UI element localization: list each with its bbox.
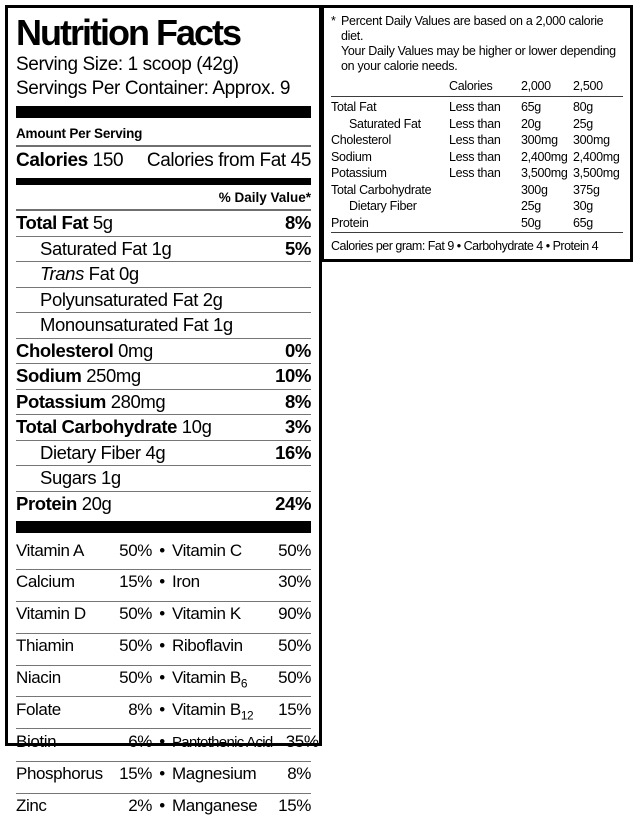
nutrient-amount: 280mg <box>110 390 166 412</box>
nutrient-text <box>40 264 139 284</box>
nutrition-facts-title: Nutrition Facts <box>16 12 241 53</box>
dv-row-label: Protein <box>331 215 369 230</box>
nutrient-daily-value: 0% <box>285 339 311 361</box>
calories-per-gram: Calories per gram: Fat 9 • Carbohydrate 4 • Protein 4 <box>331 239 599 253</box>
nutrient-row-sodium <box>16 364 311 390</box>
nutrient-text <box>16 392 165 412</box>
nutrient-amount: 0mg <box>118 339 153 361</box>
nutrient-name: Protein <box>16 492 77 514</box>
nutrient-amount: 2g <box>202 288 223 310</box>
vitamin-name: Vitamin K <box>172 604 241 624</box>
nutrient-text <box>16 366 141 386</box>
daily-value-header: % Daily Value* <box>218 190 311 205</box>
nutrient-row-trans-fat <box>16 262 311 288</box>
vitamin-name: Vitamin D <box>16 604 86 624</box>
nutrient-daily-value: 8% <box>285 390 311 412</box>
bullet-separator: • <box>159 604 165 624</box>
vitamin-percent: 15% <box>278 796 311 816</box>
vitamin-percent: 50% <box>119 540 152 560</box>
nutrient-name: Total Fat <box>16 212 89 233</box>
nutrient-text <box>40 468 121 488</box>
dv-row-total-carbohydrate <box>331 182 623 199</box>
nutrient-amount: 4g <box>145 441 166 463</box>
nutrient-name: Sugars <box>40 467 97 488</box>
nutrient-text <box>16 494 111 514</box>
header-calories: Calories <box>449 79 493 93</box>
dv-row-value-2500: 25g <box>573 116 593 131</box>
calories-from-fat: Calories from Fat 45 <box>146 150 311 171</box>
nutrient-name: Potassium <box>16 390 106 412</box>
vitamin-percent: 15% <box>119 572 152 592</box>
bullet-separator: • <box>159 796 165 816</box>
daily-values-footnote-panel <box>321 5 633 262</box>
table-rule <box>331 232 623 233</box>
vitamin-percent: 50% <box>119 604 152 624</box>
nutrient-name: Total Carbohydrate <box>16 416 178 437</box>
nutrition-facts-panel <box>5 5 322 816</box>
nutrient-row-polyunsaturated-fat <box>16 288 311 314</box>
dv-row-dietary-fiber <box>331 198 623 215</box>
dv-row-value-2000: 50g <box>521 215 541 230</box>
vitamin-percent: 50% <box>278 540 311 560</box>
bullet-separator: • <box>159 540 165 560</box>
dv-row-value-2500: 30g <box>573 199 593 213</box>
section-divider-medium <box>16 178 311 185</box>
dv-row-cholesterol <box>331 132 623 149</box>
dv-row-value-2500: 80g <box>573 100 593 114</box>
serving-size: Serving Size: 1 scoop (42g) <box>16 54 239 75</box>
dv-row-qualifier: Less than <box>449 133 501 147</box>
dv-row-label: Sodium <box>331 149 372 164</box>
nutrient-name: Saturated Fat <box>40 237 147 259</box>
nutrient-text <box>16 341 153 361</box>
dv-row-label: Potassium <box>331 166 387 180</box>
dv-row-total-fat <box>331 99 623 116</box>
footnote-line: Your Daily Values may be higher or lower depending <box>341 44 616 58</box>
nutrient-text <box>40 315 233 335</box>
vitamin-percent: 15% <box>119 764 152 784</box>
vitamin-name: Thiamin <box>16 636 74 656</box>
vitamin-name: Vitamin C <box>172 540 242 560</box>
nutrient-amount: 1g <box>213 314 233 335</box>
calories-amount <box>16 150 123 172</box>
dv-row-sodium <box>331 149 623 166</box>
vitamin-name: Riboflavin <box>172 636 243 656</box>
servings-per-container: Servings Per Container: Approx. 9 <box>16 78 291 99</box>
vitamin-percent: 50% <box>119 668 152 688</box>
vitamin-name: Calcium <box>16 572 75 592</box>
bullet-separator: • <box>159 699 165 719</box>
vitamin-row-d-k <box>16 601 311 633</box>
dv-row-value-2500: 3,500mg <box>573 166 620 180</box>
vitamin-name: Pantothenic Acid <box>172 733 273 751</box>
calories-label: Calories <box>16 150 88 171</box>
vitamin-name: Folate <box>16 699 61 719</box>
amount-per-serving-label: Amount Per Serving <box>16 126 143 141</box>
nutrient-text <box>16 213 113 233</box>
dv-row-value-2000: 3,500mg <box>521 166 568 180</box>
vitamin-row-thiamin-riboflavin <box>16 633 311 665</box>
dv-row-label: Total Fat <box>331 100 377 114</box>
header-2000: 2,000 <box>521 79 551 93</box>
dv-row-label: Dietary Fiber <box>349 199 417 213</box>
dv-row-value-2500: 2,400mg <box>573 149 620 164</box>
vitamin-percent: 35% <box>285 731 319 751</box>
vitamin-subscript: 12 <box>240 708 254 723</box>
nutrient-name: Cholesterol <box>16 339 114 361</box>
nutrient-row-protein <box>16 492 311 517</box>
daily-values-table-header <box>331 78 623 95</box>
nutrient-row-potassium <box>16 390 311 416</box>
nutrient-text <box>16 417 211 437</box>
daily-values-table <box>331 78 623 231</box>
vitamin-name: Niacin <box>16 668 61 688</box>
nutrient-daily-value: 16% <box>275 441 311 463</box>
nutrient-row-sugars <box>16 466 311 492</box>
bullet-separator: • <box>159 636 165 656</box>
vitamin-row-calcium-iron <box>16 569 311 601</box>
vitamin-row-phosphorus-magnesium <box>16 761 311 793</box>
nutrient-amount: 250mg <box>86 365 141 386</box>
vitamin-percent: 50% <box>278 636 311 656</box>
nutrient-text <box>40 239 171 259</box>
vitamin-name: Vitamin $B_6$ <box>172 668 248 691</box>
section-divider-thick <box>16 106 311 118</box>
footnote-line: on your calorie needs. <box>341 59 458 73</box>
dv-row-label: Cholesterol <box>331 133 391 147</box>
vitamin-percent: 90% <box>278 604 311 624</box>
nutrient-row-total-fat <box>16 211 311 237</box>
nutrient-daily-value: 3% <box>285 416 311 437</box>
dv-row-qualifier: Less than <box>449 116 501 131</box>
dv-row-value-2000: 2,400mg <box>521 149 568 164</box>
dv-row-value-2000: 300g <box>521 182 548 197</box>
dv-row-qualifier: Less than <box>449 149 501 164</box>
nutrient-row-cholesterol <box>16 339 311 365</box>
vitamin-percent: 8% <box>128 699 152 719</box>
dv-row-value-2500: 65g <box>573 215 593 230</box>
vitamin-percent: 8% <box>287 764 311 784</box>
dv-row-value-2000: 25g <box>521 199 541 213</box>
dv-row-qualifier: Less than <box>449 166 501 180</box>
vitamin-name: Phosphorus <box>16 764 103 784</box>
bullet-separator: • <box>159 572 165 592</box>
vitamin-row-biotin-pantothenic <box>16 728 319 761</box>
footnote <box>331 14 623 74</box>
nutrient-amount: 1g <box>151 237 172 259</box>
dv-row-value-2000: 20g <box>521 116 541 131</box>
vitamin-percent: 2% <box>128 796 152 816</box>
nutrient-name: Dietary Fiber <box>40 441 141 463</box>
dv-row-protein <box>331 215 623 232</box>
nutrient-amount: 0g <box>118 263 139 284</box>
dv-row-value-2000: 300mg <box>521 133 558 147</box>
calories-row <box>16 147 311 176</box>
nutrient-amount: 1g <box>100 467 121 488</box>
section-divider-thick <box>16 521 311 533</box>
nutrient-daily-value: 5% <box>285 237 311 259</box>
dv-row-value-2500: 300mg <box>573 133 610 147</box>
nutrient-name: Monounsaturated Fat <box>40 314 209 335</box>
nutrient-text <box>40 290 223 310</box>
calories-value: 150 <box>92 150 124 171</box>
dv-row-label: Saturated Fat <box>349 116 421 131</box>
nutrient-name-italic: Trans <box>40 263 84 284</box>
header-2500: 2,500 <box>573 79 603 93</box>
dv-row-label: Total Carbohydrate <box>331 182 432 197</box>
nutrient-amount: 5g <box>92 212 113 233</box>
vitamin-percent: 6% <box>128 731 152 751</box>
nutrient-daily-value: 24% <box>275 492 311 514</box>
vitamin-subscript: 6 <box>240 676 248 691</box>
dv-row-value-2000: 65g <box>521 100 541 114</box>
nutrient-text <box>40 443 165 463</box>
vitamin-name: Manganese <box>172 796 258 816</box>
footnote-line: Percent Daily Values are based on a 2,000 calorie diet. <box>341 14 604 43</box>
vitamin-percent: 50% <box>119 636 152 656</box>
vitamin-row-niacin-b6 <box>16 665 311 697</box>
footnote-asterisk: * <box>331 14 336 28</box>
vitamin-name: Vitamin $B_{12}$ <box>172 699 254 723</box>
vitamin-name: Iron <box>172 572 200 592</box>
bullet-separator: • <box>159 668 165 688</box>
nutrient-name: Polyunsaturated Fat <box>40 288 198 310</box>
dv-row-saturated-fat <box>331 116 623 133</box>
vitamin-row-folate-b12 <box>16 696 311 728</box>
nutrient-row-total-carbohydrate <box>16 415 311 441</box>
nutrient-amount: 20g <box>81 492 112 514</box>
footnote-text <box>341 14 623 74</box>
nutrient-name: Sodium <box>16 365 82 386</box>
dv-row-potassium <box>331 165 623 182</box>
nutrient-row-dietary-fiber <box>16 441 311 467</box>
vitamin-percent: 50% <box>278 668 311 688</box>
vitamin-row-zinc-manganese <box>16 793 311 825</box>
nutrient-name: Fat <box>88 263 115 284</box>
bullet-separator: • <box>159 731 165 751</box>
vitamin-name: Biotin <box>16 731 57 751</box>
dv-row-value-2500: 375g <box>573 182 600 197</box>
dv-row-qualifier: Less than <box>449 100 501 114</box>
vitamin-name: Magnesium <box>172 764 257 784</box>
nutrient-row-monounsaturated-fat <box>16 313 311 339</box>
table-rule <box>331 96 623 97</box>
bullet-separator: • <box>159 764 165 784</box>
vitamin-name: Vitamin A <box>16 540 84 560</box>
vitamin-row-a-c <box>16 538 311 569</box>
nutrient-daily-value: 8% <box>285 212 311 233</box>
nutrient-daily-value: 10% <box>275 365 311 386</box>
nutrient-amount: 10g <box>181 416 212 437</box>
vitamin-percent: 15% <box>278 699 311 719</box>
vitamin-percent: 30% <box>278 572 311 592</box>
nutrient-row-saturated-fat <box>16 237 311 263</box>
vitamin-name: Zinc <box>16 796 47 816</box>
